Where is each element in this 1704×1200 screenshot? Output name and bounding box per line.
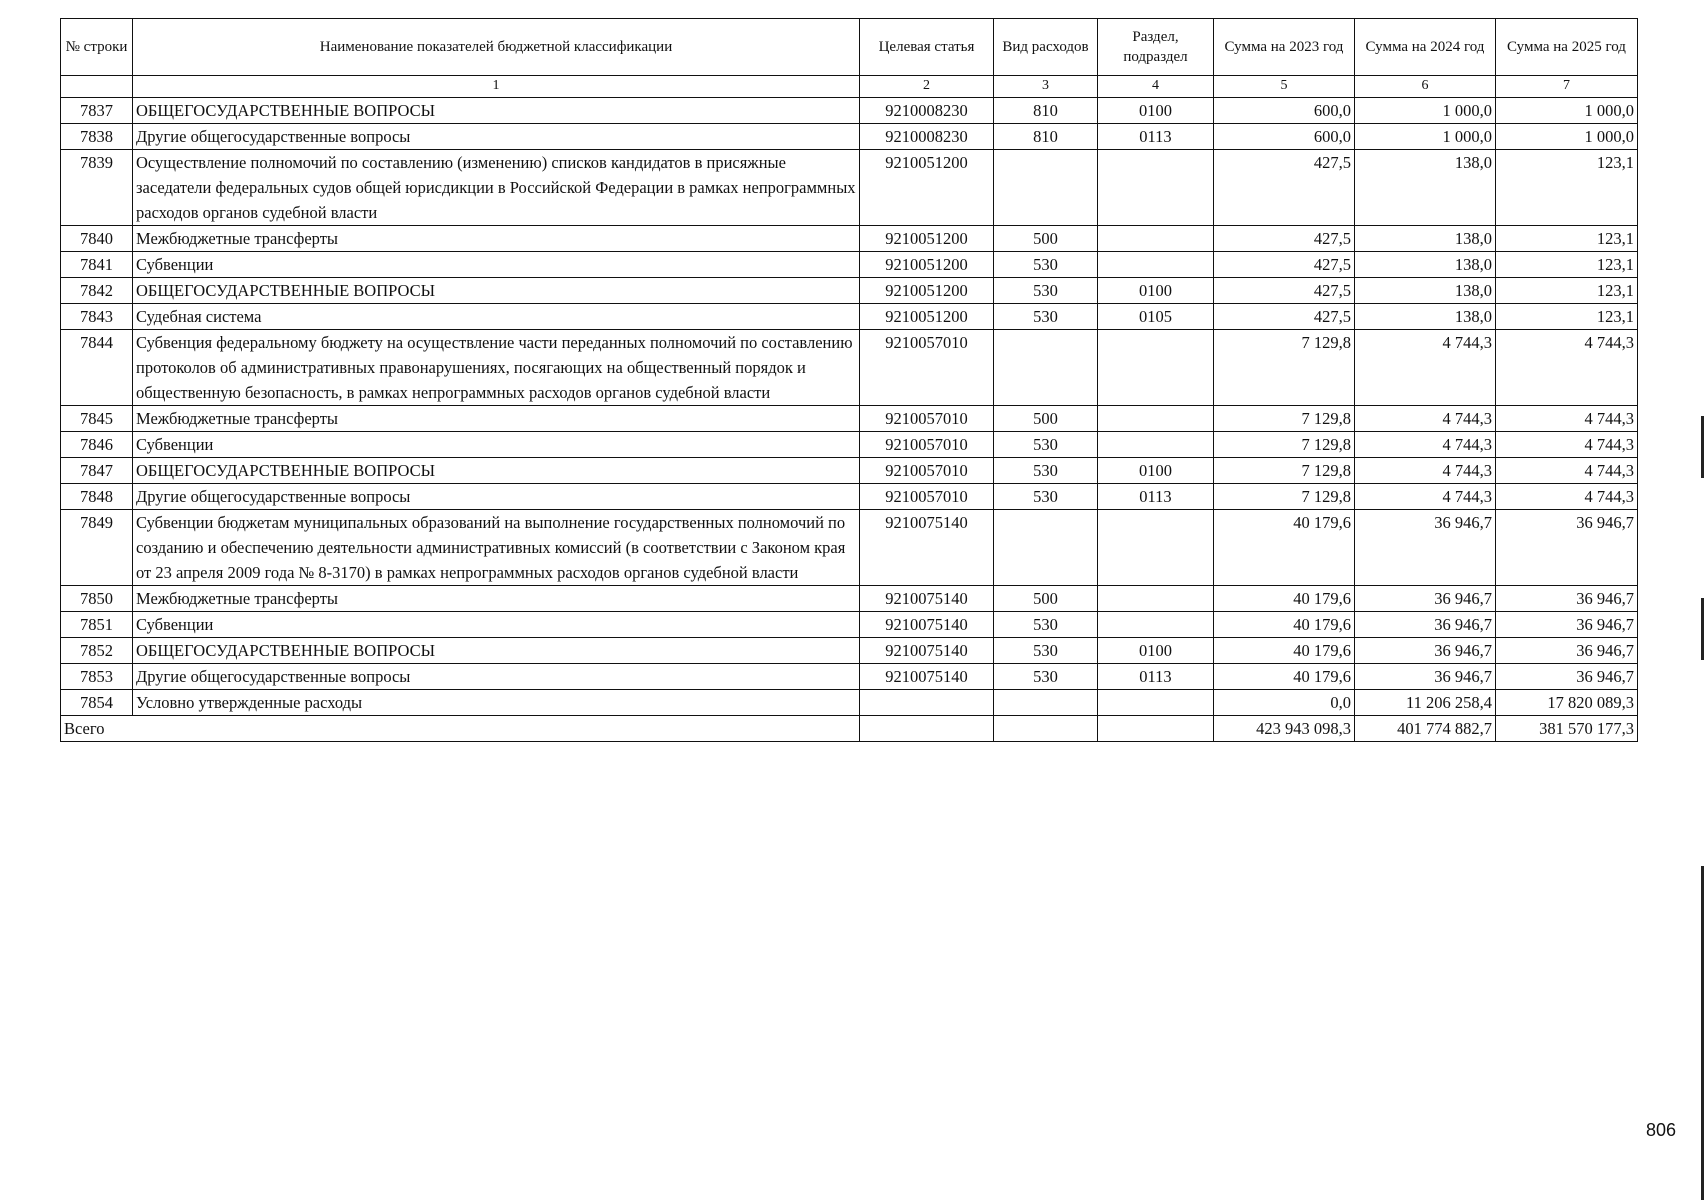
row-target-article: 9210051200 — [860, 150, 994, 226]
row-name: ОБЩЕГОСУДАРСТВЕННЫЕ ВОПРОСЫ — [133, 98, 860, 124]
row-sum-2024: 138,0 — [1355, 278, 1496, 304]
row-section — [1098, 150, 1214, 226]
row-sum-2023: 40 179,6 — [1214, 664, 1355, 690]
row-section: 0113 — [1098, 664, 1214, 690]
row-expense-kind — [994, 510, 1098, 586]
page-number: 806 — [1646, 1120, 1677, 1140]
table-row — [61, 304, 1638, 330]
row-sum-2023: 7 129,8 — [1214, 330, 1355, 406]
row-sum-2023: 7 129,8 — [1214, 406, 1355, 432]
row-name: Межбюджетные трансферты — [133, 226, 860, 252]
row-expense-kind: 530 — [994, 304, 1098, 330]
column-number: 5 — [1214, 76, 1355, 98]
row-target-article: 9210057010 — [860, 330, 994, 406]
row-expense-kind — [994, 150, 1098, 226]
table-body — [61, 98, 1638, 716]
row-section — [1098, 510, 1214, 586]
row-section — [1098, 690, 1214, 716]
header-section: Раздел, подраздел — [1098, 19, 1214, 76]
total-kind-cell — [994, 716, 1098, 742]
row-target-article: 9210008230 — [860, 98, 994, 124]
row-name: Другие общегосударственные вопросы — [133, 664, 860, 690]
row-name: Межбюджетные трансферты — [133, 406, 860, 432]
table-row — [61, 612, 1638, 638]
row-line-no: 7841 — [61, 252, 133, 278]
row-line-no: 7840 — [61, 226, 133, 252]
row-section — [1098, 252, 1214, 278]
row-expense-kind: 530 — [994, 664, 1098, 690]
budget-table — [60, 18, 1638, 742]
row-section: 0113 — [1098, 124, 1214, 150]
row-sum-2024: 1 000,0 — [1355, 124, 1496, 150]
total-section-cell — [1098, 716, 1214, 742]
row-sum-2023: 427,5 — [1214, 252, 1355, 278]
row-section: 0105 — [1098, 304, 1214, 330]
column-number: 1 — [133, 76, 860, 98]
column-number: 3 — [994, 76, 1098, 98]
row-sum-2024: 138,0 — [1355, 226, 1496, 252]
row-sum-2023: 600,0 — [1214, 98, 1355, 124]
table-row — [61, 586, 1638, 612]
row-line-no: 7837 — [61, 98, 133, 124]
row-name: Другие общегосударственные вопросы — [133, 484, 860, 510]
row-expense-kind: 530 — [994, 458, 1098, 484]
header-sum-2024: Сумма на 2024 год — [1355, 19, 1496, 76]
total-target-cell — [860, 716, 994, 742]
row-sum-2024: 36 946,7 — [1355, 612, 1496, 638]
row-sum-2024: 11 206 258,4 — [1355, 690, 1496, 716]
row-line-no: 7843 — [61, 304, 133, 330]
row-section: 0100 — [1098, 278, 1214, 304]
row-target-article: 9210057010 — [860, 406, 994, 432]
total-sum-2024: 401 774 882,7 — [1355, 716, 1496, 742]
row-sum-2025: 123,1 — [1496, 304, 1638, 330]
row-sum-2025: 123,1 — [1496, 278, 1638, 304]
row-line-no: 7848 — [61, 484, 133, 510]
row-expense-kind: 530 — [994, 252, 1098, 278]
row-sum-2023: 427,5 — [1214, 226, 1355, 252]
row-name: Субвенции — [133, 252, 860, 278]
row-name: Субвенции — [133, 432, 860, 458]
row-sum-2025: 123,1 — [1496, 150, 1638, 226]
row-expense-kind — [994, 690, 1098, 716]
row-target-article: 9210051200 — [860, 278, 994, 304]
row-sum-2024: 36 946,7 — [1355, 664, 1496, 690]
row-expense-kind: 530 — [994, 484, 1098, 510]
column-number — [61, 76, 133, 98]
table-row — [61, 510, 1638, 586]
table-row — [61, 484, 1638, 510]
table-row — [61, 98, 1638, 124]
total-sum-2023: 423 943 098,3 — [1214, 716, 1355, 742]
row-name: Субвенции — [133, 612, 860, 638]
row-sum-2024: 1 000,0 — [1355, 98, 1496, 124]
row-line-no: 7849 — [61, 510, 133, 586]
row-line-no: 7854 — [61, 690, 133, 716]
row-name: Условно утвержденные расходы — [133, 690, 860, 716]
row-section: 0100 — [1098, 98, 1214, 124]
row-sum-2024: 4 744,3 — [1355, 484, 1496, 510]
row-line-no: 7851 — [61, 612, 133, 638]
row-name: Межбюджетные трансферты — [133, 586, 860, 612]
row-section — [1098, 432, 1214, 458]
row-name: Другие общегосударственные вопросы — [133, 124, 860, 150]
row-target-article: 9210075140 — [860, 510, 994, 586]
row-sum-2025: 4 744,3 — [1496, 432, 1638, 458]
table-row — [61, 458, 1638, 484]
row-expense-kind: 810 — [994, 98, 1098, 124]
row-target-article: 9210008230 — [860, 124, 994, 150]
row-target-article — [860, 690, 994, 716]
row-name: Субвенции бюджетам муниципальных образований на выполнение государственных полномочий по созданию и обеспечению деятельности административных комиссий (в соответствии с Законом края от 23 апреля 2009 года № 8-3170) в рамках непрограммных расходов органов судебной власти — [133, 510, 860, 586]
total-sum-2025: 381 570 177,3 — [1496, 716, 1638, 742]
row-expense-kind: 530 — [994, 612, 1098, 638]
row-sum-2025: 1 000,0 — [1496, 124, 1638, 150]
row-line-no: 7850 — [61, 586, 133, 612]
total-label: Всего — [61, 716, 860, 742]
row-section: 0100 — [1098, 638, 1214, 664]
total-row — [61, 716, 1638, 742]
row-target-article: 9210075140 — [860, 586, 994, 612]
row-section — [1098, 612, 1214, 638]
table-row — [61, 406, 1638, 432]
row-expense-kind: 530 — [994, 638, 1098, 664]
header-sum-2025: Сумма на 2025 год — [1496, 19, 1638, 76]
row-section: 0100 — [1098, 458, 1214, 484]
row-name: ОБЩЕГОСУДАРСТВЕННЫЕ ВОПРОСЫ — [133, 458, 860, 484]
row-name: ОБЩЕГОСУДАРСТВЕННЫЕ ВОПРОСЫ — [133, 638, 860, 664]
row-name: ОБЩЕГОСУДАРСТВЕННЫЕ ВОПРОСЫ — [133, 278, 860, 304]
row-sum-2025: 4 744,3 — [1496, 484, 1638, 510]
row-target-article: 9210051200 — [860, 304, 994, 330]
row-expense-kind: 500 — [994, 586, 1098, 612]
column-number-row — [61, 76, 1638, 98]
row-sum-2025: 1 000,0 — [1496, 98, 1638, 124]
table-row — [61, 638, 1638, 664]
row-expense-kind: 500 — [994, 226, 1098, 252]
row-sum-2024: 4 744,3 — [1355, 432, 1496, 458]
row-line-no: 7842 — [61, 278, 133, 304]
column-number: 2 — [860, 76, 994, 98]
row-sum-2025: 36 946,7 — [1496, 638, 1638, 664]
row-expense-kind: 530 — [994, 432, 1098, 458]
row-line-no: 7853 — [61, 664, 133, 690]
row-sum-2023: 427,5 — [1214, 304, 1355, 330]
row-sum-2024: 4 744,3 — [1355, 406, 1496, 432]
table-row — [61, 150, 1638, 226]
row-line-no: 7845 — [61, 406, 133, 432]
column-number: 7 — [1496, 76, 1638, 98]
row-target-article: 9210057010 — [860, 484, 994, 510]
table-row — [61, 252, 1638, 278]
row-sum-2024: 4 744,3 — [1355, 330, 1496, 406]
budget-sheet — [60, 18, 1637, 742]
row-sum-2024: 138,0 — [1355, 304, 1496, 330]
row-expense-kind: 500 — [994, 406, 1098, 432]
header-kind: Вид расходов — [994, 19, 1098, 76]
table-row — [61, 124, 1638, 150]
row-sum-2024: 36 946,7 — [1355, 638, 1496, 664]
row-line-no: 7852 — [61, 638, 133, 664]
row-sum-2025: 4 744,3 — [1496, 406, 1638, 432]
row-sum-2023: 427,5 — [1214, 150, 1355, 226]
row-sum-2025: 36 946,7 — [1496, 586, 1638, 612]
row-target-article: 9210051200 — [860, 226, 994, 252]
row-target-article: 9210057010 — [860, 458, 994, 484]
row-line-no: 7847 — [61, 458, 133, 484]
column-number: 6 — [1355, 76, 1496, 98]
row-sum-2023: 40 179,6 — [1214, 586, 1355, 612]
row-sum-2025: 123,1 — [1496, 226, 1638, 252]
table-row — [61, 690, 1638, 716]
row-line-no: 7839 — [61, 150, 133, 226]
row-sum-2023: 7 129,8 — [1214, 458, 1355, 484]
row-sum-2023: 40 179,6 — [1214, 510, 1355, 586]
row-section — [1098, 586, 1214, 612]
row-sum-2023: 7 129,8 — [1214, 484, 1355, 510]
row-sum-2025: 36 946,7 — [1496, 612, 1638, 638]
row-target-article: 9210075140 — [860, 638, 994, 664]
row-sum-2023: 600,0 — [1214, 124, 1355, 150]
header-target: Целевая статья — [860, 19, 994, 76]
row-target-article: 9210075140 — [860, 664, 994, 690]
row-sum-2025: 123,1 — [1496, 252, 1638, 278]
row-expense-kind: 810 — [994, 124, 1098, 150]
row-sum-2024: 138,0 — [1355, 150, 1496, 226]
row-sum-2025: 36 946,7 — [1496, 664, 1638, 690]
column-number: 4 — [1098, 76, 1214, 98]
row-sum-2023: 427,5 — [1214, 278, 1355, 304]
table-row — [61, 278, 1638, 304]
row-sum-2024: 4 744,3 — [1355, 458, 1496, 484]
row-sum-2023: 0,0 — [1214, 690, 1355, 716]
row-sum-2024: 36 946,7 — [1355, 586, 1496, 612]
row-sum-2025: 17 820 089,3 — [1496, 690, 1638, 716]
row-sum-2024: 138,0 — [1355, 252, 1496, 278]
row-target-article: 9210057010 — [860, 432, 994, 458]
row-target-article: 9210075140 — [860, 612, 994, 638]
row-section — [1098, 330, 1214, 406]
table-row — [61, 664, 1638, 690]
row-name: Осуществление полномочий по составлению (изменению) списков кандидатов в присяжные заседатели федеральных судов общей юрисдикции в Российской Федерации в рамках непрограммных расходов органов судебной власти — [133, 150, 860, 226]
row-name: Судебная система — [133, 304, 860, 330]
row-name: Субвенция федеральному бюджету на осуществление части переданных полномочий по составлению протоколов об административных правонарушениях, посягающих на общественный порядок и общественную безопасность, в рамках непрограммных расходов органов судебной власти — [133, 330, 860, 406]
row-sum-2023: 7 129,8 — [1214, 432, 1355, 458]
row-sum-2024: 36 946,7 — [1355, 510, 1496, 586]
header-line-no: № строки — [61, 19, 133, 76]
header-name: Наименование показателей бюджетной классификации — [133, 19, 860, 76]
row-expense-kind: 530 — [994, 278, 1098, 304]
row-sum-2023: 40 179,6 — [1214, 638, 1355, 664]
row-section — [1098, 226, 1214, 252]
header-row — [61, 19, 1638, 76]
row-line-no: 7846 — [61, 432, 133, 458]
table-row — [61, 432, 1638, 458]
table-row — [61, 226, 1638, 252]
row-sum-2023: 40 179,6 — [1214, 612, 1355, 638]
row-sum-2025: 4 744,3 — [1496, 330, 1638, 406]
row-target-article: 9210051200 — [860, 252, 994, 278]
row-sum-2025: 36 946,7 — [1496, 510, 1638, 586]
row-expense-kind — [994, 330, 1098, 406]
row-section: 0113 — [1098, 484, 1214, 510]
header-sum-2023: Сумма на 2023 год — [1214, 19, 1355, 76]
row-line-no: 7844 — [61, 330, 133, 406]
row-section — [1098, 406, 1214, 432]
table-row — [61, 330, 1638, 406]
row-line-no: 7838 — [61, 124, 133, 150]
row-sum-2025: 4 744,3 — [1496, 458, 1638, 484]
